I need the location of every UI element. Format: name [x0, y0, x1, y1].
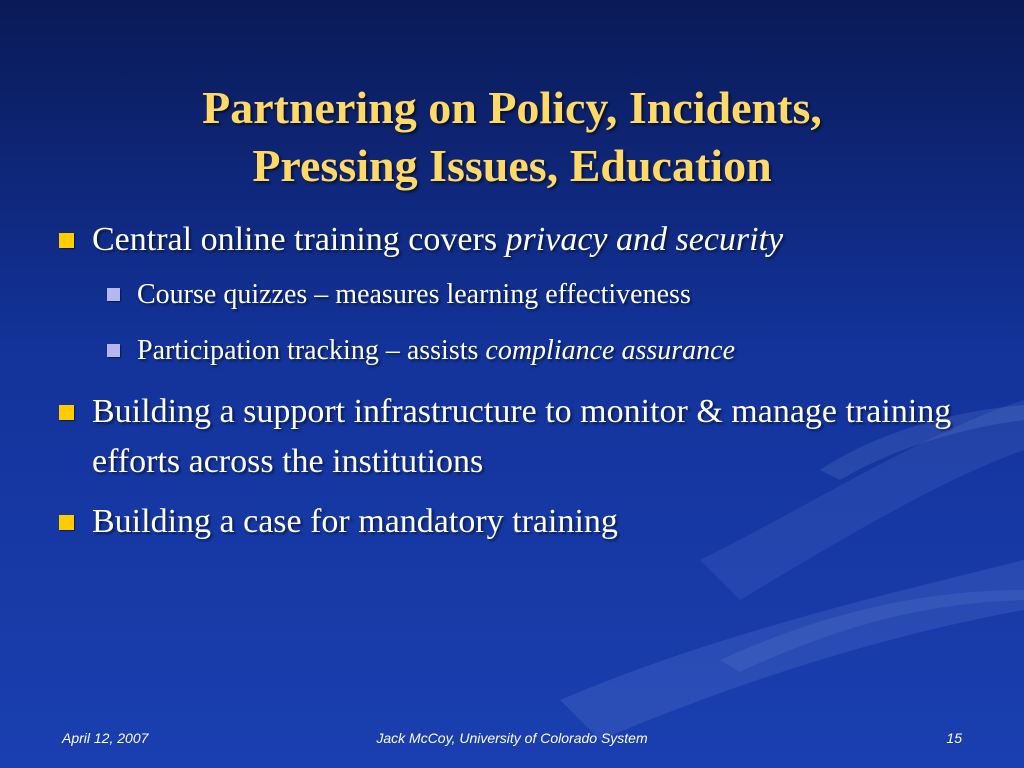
bullet-item: [55, 497, 985, 547]
square-sub-bullet-icon: [107, 344, 120, 357]
sub-bullet-item: [107, 275, 985, 315]
footer-author: Jack McCoy, University of Colorado System: [376, 730, 648, 746]
slide-title-line-2: Pressing Issues, Education: [252, 139, 772, 191]
bullet-text: Central online training covers: [92, 221, 506, 258]
sub-bullet-item: [107, 331, 985, 371]
square-sub-bullet-icon: [107, 288, 120, 301]
slide-title-line-1: Partnering on Policy, Incidents,: [202, 81, 822, 133]
square-bullet-icon: [59, 515, 74, 530]
bullet-emphasis: privacy and security: [505, 221, 784, 258]
bullet-item: [55, 387, 985, 487]
square-bullet-icon: [59, 405, 74, 420]
square-bullet-icon: [59, 233, 74, 248]
slide-title: [40, 79, 984, 195]
bullet-text: Building a support infrastructure to monitor & manage training efforts across the institutions: [92, 393, 952, 480]
bullet-item: [55, 215, 985, 265]
sub-bullet-text: Course quizzes – measures learning effectiveness: [137, 279, 691, 310]
sub-bullet-text: Participation tracking – assists: [137, 335, 486, 366]
bullet-list: [55, 215, 985, 557]
footer-date: April 12, 2007: [62, 730, 149, 746]
sub-bullet-emphasis: compliance assurance: [485, 335, 735, 366]
footer-page-number: 15: [946, 730, 962, 746]
bullet-text: Building a case for mandatory training: [92, 503, 618, 540]
